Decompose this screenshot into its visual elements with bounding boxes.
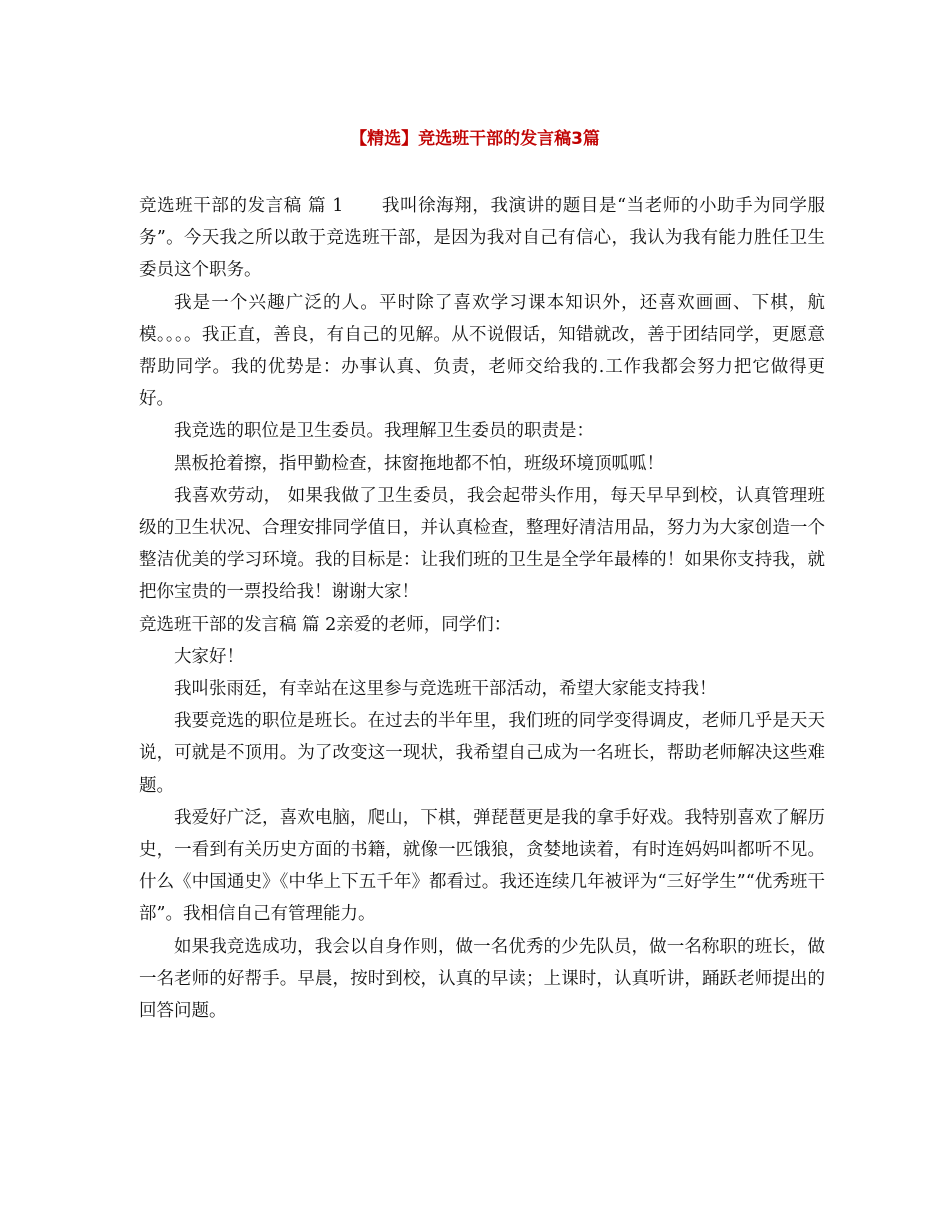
paragraph: 黑板抢着擦，指甲勤检查，抹窗拖地都不怕，班级环境顶呱呱！ xyxy=(174,453,664,474)
paragraph: 我叫张雨廷，有幸站在这里参与竞选班干部活动，希望大家能支持我！ xyxy=(174,679,717,700)
section-1-first-line xyxy=(139,190,825,287)
document-title: 【精选】竞选班干部的发言稿3篇 xyxy=(350,129,600,149)
paragraph: 如果我竞选成功，我会以自身作则，做一名优秀的少先队员，做一名称职的班长，做一名老师的好帮手。早晨，按时到校，认真的早读；上课时，认真听讲，踊跃老师提出的回答问题。 xyxy=(139,936,825,1022)
paragraph: 我是一个兴趣广泛的人。平时除了喜欢学习课本知识外，还喜欢画画、下棋，航模。。。。我正直，善良，有自己的见解。从不说假话，知错就改，善于团结同学，更愿意帮助同学。我的优势是：办事认真、负责，老师交给我的.工作我都会努力把它做得更好。 xyxy=(139,292,825,410)
document-body xyxy=(139,190,825,1027)
paragraph: 我竞选的职位是卫生委员。我理解卫生委员的职责是： xyxy=(174,421,594,442)
paragraph: 大家好！ xyxy=(174,646,244,667)
section-2-heading: 竞选班干部的发言稿 篇 2 xyxy=(139,614,337,635)
paragraph: 我叫徐海翔，我演讲的题目是“当老师的小助手为同学服务”。今天我之所以敢于竞选班干部，是因为我对自己有信心，我认为我有能力胜任卫生委员这个职务。 xyxy=(139,196,825,281)
paragraph: 我喜欢劳动， 如果我做了卫生委员，我会起带头作用，每天早早到校，认真管理班级的卫生状况、合理安排同学值日，并认真检查，整理好清洁用品，努力为大家创造一个整洁优美的学习环境。我的目标是：让我们班的卫生是全学年最棒的！如果你支持我，就把你宝贵的一票投给我！谢谢大家！ xyxy=(139,485,825,603)
section-1-heading: 竞选班干部的发言稿 篇 1 xyxy=(139,196,344,216)
paragraph: 亲爱的老师，同学们： xyxy=(336,614,512,635)
section-2-first-line xyxy=(139,609,825,641)
paragraph: 我爱好广泛，喜欢电脑，爬山，下棋，弹琵琶更是我的拿手好戏。我特别喜欢了解历史，一看到有关历史方面的书籍，就像一匹饿狼，贪婪地读着，有时连妈妈叫都听不见。什么《中国通史》《中华上下五千年》都看过。我还连续几年被评为“三好学生”“优秀班干部”。我相信自己有管理能力。 xyxy=(139,807,825,925)
paragraph: 我要竞选的职位是班长。在过去的半年里，我们班的同学变得调皮，老师几乎是天天说，可就是不顶用。为了改变这一现状，我希望自己成为一名班长，帮助老师解决这些难题。 xyxy=(139,711,825,796)
